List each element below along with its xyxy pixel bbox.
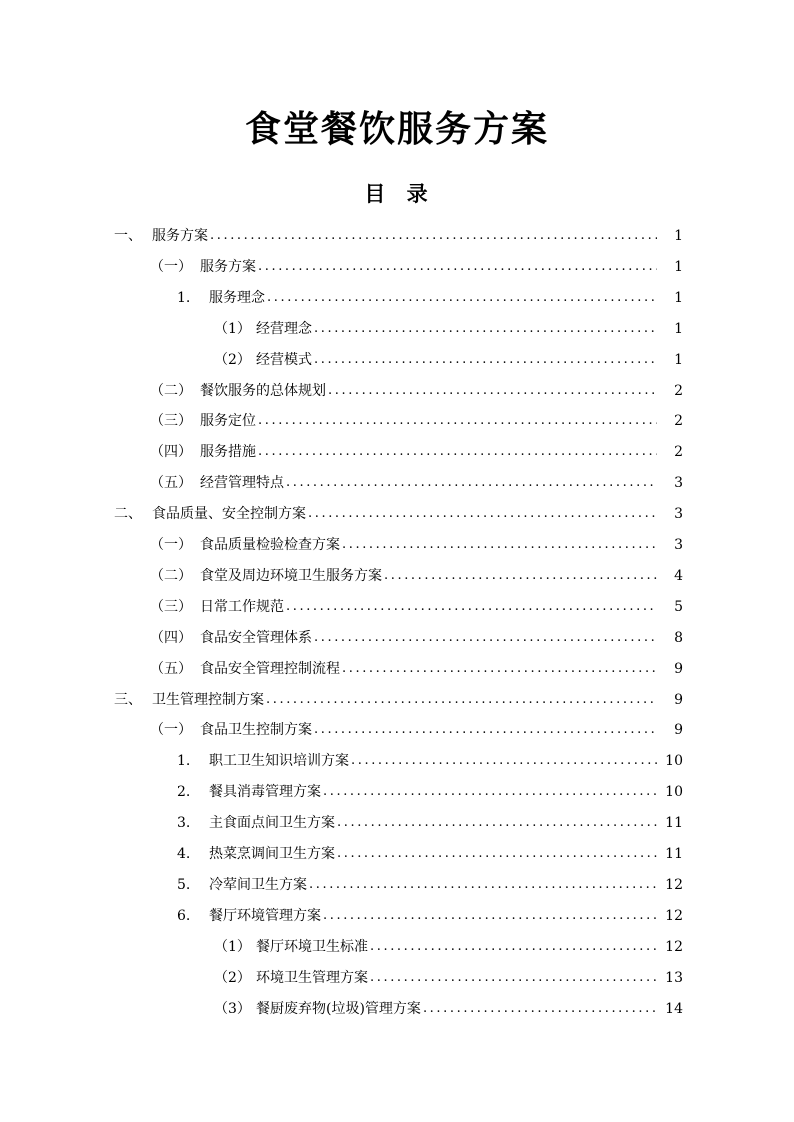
toc-entry-page-number: 1 [674,258,683,275]
toc-entry-page-number: 3 [674,475,683,492]
toc-entry-title: 餐具消毒管理方案 [209,784,321,801]
toc-entry-page-number: 2 [674,413,683,430]
toc-entry-title: 食品质量检验检查方案 [200,537,340,553]
toc-dot-leader [314,314,657,344]
toc-dot-leader [337,808,657,838]
toc-entry[interactable] [150,623,683,653]
toc-dot-leader [309,870,657,900]
toc-dot-leader [370,932,657,962]
toc-entry-title: 日常工作规范 [200,598,284,615]
toc-entry-page-number: 1 [674,289,683,306]
toc-dot-leader [258,437,657,467]
toc-entry-title: 服务定位 [200,413,256,430]
toc-entry-page-number: 3 [674,506,683,523]
toc-entry[interactable] [150,561,683,591]
toc-entry-title: 服务理念 [209,289,265,306]
toc-entry[interactable] [177,870,683,900]
toc-entry-number: （一） [150,258,192,275]
toc-entry-number: 4. [177,846,191,862]
toc-entry-title: 经营理念 [256,320,312,337]
toc-entry[interactable] [214,994,683,1024]
toc-entry-title: 食品卫生控制方案 [200,722,312,739]
toc-dot-leader [210,221,657,251]
toc-entry-title: 职工卫生知识培训方案 [209,753,349,770]
toc-dot-leader [323,777,657,807]
toc-dot-leader [266,685,657,715]
toc-entry-number: 三、 [114,691,142,708]
toc-dot-leader [323,901,657,931]
toc-entry[interactable] [114,499,683,529]
toc-entry-page-number: 12 [665,907,683,924]
toc-entry-page-number: 5 [674,598,683,615]
toc-entry-number: （三） [150,413,192,430]
toc-entry[interactable] [214,932,683,962]
toc-entry-number: 5. [177,876,191,893]
toc-entry-page-number: 2 [674,444,683,461]
toc-entry-page-number: 9 [674,722,683,739]
toc-entry-title: 冷荤间卫生方案 [209,876,307,893]
toc-entry[interactable] [114,221,683,251]
toc-entry-title: 餐厅环境卫生标准 [256,938,368,955]
toc-entry-page-number: 1 [674,351,683,368]
toc-entry-page-number: 1 [674,228,683,244]
toc-entry-title: 主食面点间卫生方案 [209,815,335,832]
toc-entry-number: （五） [150,475,192,492]
toc-entry-number: （四） [150,444,192,461]
toc-entry-title: 食品安全管理体系 [200,629,312,646]
toc-entry[interactable] [114,685,683,715]
toc-entry[interactable] [177,901,683,931]
toc-dot-leader [286,468,657,498]
toc-entry-number: （3） [214,1000,251,1017]
toc-entry-page-number: 10 [665,753,683,770]
toc-entry-title: 餐厨废弃物(垃圾)管理方案 [256,1000,421,1017]
toc-entry-number: 6. [177,907,191,924]
toc-entry[interactable] [177,746,683,776]
toc-entry-page-number: 11 [665,815,683,832]
toc-entry[interactable] [150,437,683,467]
toc-dot-leader [258,406,657,436]
toc-entry-page-number: 12 [665,876,683,893]
toc-entry-number: （一） [150,722,192,739]
toc-entry[interactable] [177,777,683,807]
toc-entry-page-number: 9 [674,691,683,708]
document-title: 食堂餐饮服务方案 [244,109,549,150]
toc-entry-number: （1） [214,938,251,955]
toc-entry[interactable] [150,376,683,406]
toc-dot-leader [314,623,657,653]
toc-entry-number: （2） [214,969,251,986]
toc-entry-title: 服务方案 [200,258,256,275]
toc-entry-title: 热菜烹调间卫生方案 [209,846,335,862]
toc-entry-number: 二、 [114,506,142,523]
toc-entry-number: 2. [177,784,191,801]
toc-entry-number: 一、 [114,228,142,244]
toc-entry-page-number: 12 [665,938,683,955]
toc-dot-leader [328,376,657,406]
toc-dot-leader [384,561,657,591]
toc-entry[interactable] [214,314,683,344]
toc-dot-leader [258,252,657,282]
toc-entry[interactable] [150,468,683,498]
toc-entry[interactable] [214,345,683,375]
toc-entry[interactable] [214,963,683,993]
toc-entry-number: （二） [150,567,192,584]
toc-entry-number: （二） [150,382,192,399]
toc-entry-page-number: 9 [674,660,683,677]
toc-entry[interactable] [150,592,683,622]
toc-entry-page-number: 13 [665,969,683,986]
toc-entry[interactable] [177,808,683,838]
toc-entry-page-number: 11 [665,846,683,862]
toc-dot-leader [314,715,657,745]
toc-entry-page-number: 1 [674,320,683,337]
toc-dot-leader [370,963,657,993]
toc-entry-page-number: 2 [674,382,683,399]
toc-dot-leader [342,654,657,684]
toc-entry-number: （2） [214,351,251,368]
toc-entry[interactable] [150,252,683,282]
toc-entry[interactable] [177,283,683,313]
toc-heading: 目 录 [364,182,430,206]
toc-dot-leader [314,345,657,375]
toc-entry-page-number: 4 [674,567,683,584]
toc-dot-leader [423,994,657,1024]
toc-entry-title: 餐厅环境管理方案 [209,907,321,924]
toc-entry-title: 服务措施 [200,444,256,461]
toc-entry-number: （五） [150,660,192,677]
toc-entry-number: 1. [177,753,191,770]
toc-entry-title: 环境卫生管理方案 [256,969,368,986]
toc-entry-page-number: 3 [674,537,683,553]
toc-entry-title: 食品质量、安全控制方案 [152,506,306,523]
toc-dot-leader [308,499,657,529]
toc-entry-number: （一） [150,537,192,553]
toc-entry[interactable] [150,715,683,745]
toc-dot-leader [337,839,657,869]
toc-dot-leader [267,283,657,313]
toc-dot-leader [351,746,657,776]
toc-entry[interactable] [150,406,683,436]
toc-entry-title: 食堂及周边环境卫生服务方案 [200,567,382,584]
toc-entry[interactable] [150,530,683,560]
toc-entry[interactable] [177,839,683,869]
toc-entry-page-number: 14 [665,1000,683,1017]
toc-entry-title: 食品安全管理控制流程 [200,660,340,677]
toc-entry-number: （1） [214,320,251,337]
toc-entry-page-number: 8 [674,629,683,646]
toc-entry-number: 3. [177,815,191,832]
toc-entry-title: 经营管理特点 [200,475,284,492]
toc-entry-number: （三） [150,598,192,615]
toc-entry-number: （四） [150,629,192,646]
toc-entry-page-number: 10 [665,784,683,801]
toc-dot-leader [286,592,657,622]
toc-entry-title: 餐饮服务的总体规划 [200,382,326,399]
toc-entry-title: 服务方案 [152,228,208,244]
toc-entry-number: 1. [177,289,191,306]
toc-entry[interactable] [150,654,683,684]
toc-dot-leader [342,530,657,560]
toc-entry-title: 卫生管理控制方案 [152,691,264,708]
toc-entry-title: 经营模式 [256,351,312,368]
